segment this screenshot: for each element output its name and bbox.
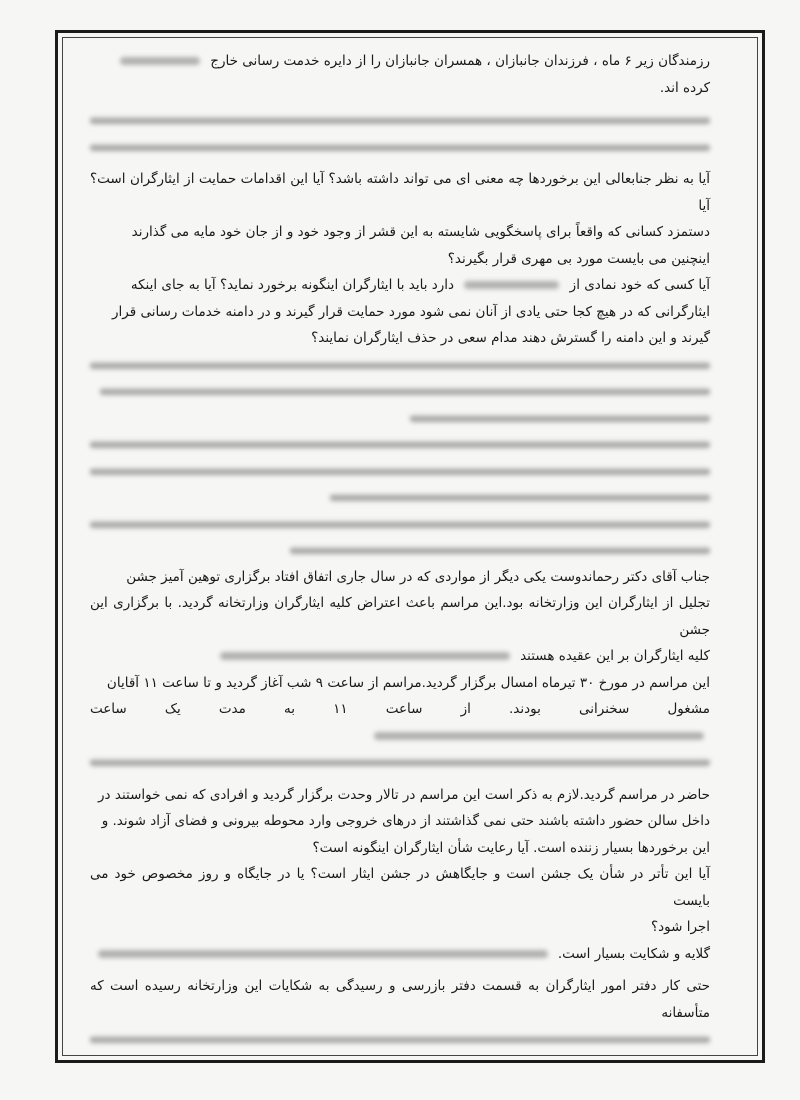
text-line: حتی کار دفتر امور ایثارگران به قسمت دفتر بازرسی و رسیدگی به شکایات این وزارتخانه رسیده است که متأسفانه <box>90 978 710 1021</box>
redacted-line <box>90 1026 710 1053</box>
text-line: آیا این تأتر در شأن یک جشن است و جایگاهش در جشن ایثار است؟ یا در جایگاه و روز مخصوص خود می بایست <box>90 866 710 909</box>
text-line: اجرا شود؟ <box>650 919 710 935</box>
text-segment: مشغول سخنرانی بودند. از ساعت ۱۱ به مدت یک ساعت <box>90 701 711 717</box>
text-segment: دارد باید با ایثارگران اینگونه برخورد نماید؟ آیا به جای اینکه <box>130 277 455 293</box>
redacted-line <box>90 511 710 538</box>
text-line: جناب آقای دکتر رحماندوست یکی دیگر از مواردی که در سال جاری اتفاق افتاد برگزاری توهین آمیز جشن <box>126 568 710 585</box>
redacted-text <box>220 652 510 660</box>
text-line <box>90 272 710 299</box>
redacted-text <box>464 281 559 289</box>
redacted-text <box>120 57 200 65</box>
text-line: آیا به نظر جنابعالی این برخوردها چه معنی ای می تواند داشته باشد؟ آیا این اقدامات حمایت از ایثارگران است؟ آیا <box>90 171 710 214</box>
text-line <box>90 643 710 670</box>
redacted-line <box>90 749 710 776</box>
text-line: داخل سالن حضور داشته باشند حتی نمی گذاشتند از درهای خروجی وارد محوطه بیرونی و فضای آزاد شوند. و <box>101 813 710 829</box>
text-line: اینچنین می بایست مورد بی مهری قرار بگیرند؟ <box>447 250 710 267</box>
text-line <box>90 696 710 749</box>
redacted-text <box>98 950 548 958</box>
text-line: کرده اند. <box>659 79 710 96</box>
redacted-line <box>90 378 710 405</box>
text-line: ایثارگرانی که در هیچ کجا حتی یادی از آنان نمی شود مورد حمایت قرار گیرند و در دامنه خدمات رسانی قرار <box>111 303 710 320</box>
text-line <box>90 48 710 75</box>
text-segment: رزمندگان زیر ۶ ماه ، فرزندان جانبازان ، همسران جانبازان را از دایره خدمت رسانی خارج <box>210 53 710 69</box>
redacted-line <box>90 458 710 485</box>
redacted-line <box>90 484 710 511</box>
text-line: گیرند و این دامنه را گسترش دهند مدام سعی در حذف ایثارگران نمایند؟ <box>311 330 710 346</box>
letter-body <box>90 48 710 1053</box>
redacted-line <box>90 352 710 379</box>
redacted-line <box>90 134 710 161</box>
text-line: دستمزد کسانی که واقعاً برای پاسخگویی شایسته به این قشر از وجود خود و از جان خود مایه می گذارند <box>131 224 710 240</box>
redacted-line <box>90 431 710 458</box>
redacted-line <box>90 107 710 134</box>
text-line: تجلیل از ایثارگران این وزارتخانه بود.این مراسم باعث اعتراض کلیه ایثارگران وزارتخانه گردید. با برگزاری این جشن <box>90 595 710 638</box>
text-line: حاضر در مراسم گردید.لازم به ذکر است این مراسم در تالار وحدت برگزار گردید و افرادی که نمی خواستند در <box>98 786 710 803</box>
text-line: این مراسم در مورخ ۳۰ تیرماه امسال برگزار گردید.مراسم از ساعت ۹ شب آغاز گردید و تا ساعت ۱۱ آقایان <box>106 674 710 691</box>
redacted-line <box>90 537 710 564</box>
text-line <box>90 941 710 968</box>
text-segment: آیا کسی که خود نمادی از <box>569 277 710 293</box>
redacted-line <box>90 405 710 432</box>
redacted-text <box>374 732 704 740</box>
text-segment: کلیه ایثارگران بر این عقیده هستند <box>520 648 710 664</box>
text-segment: گلایه و شکایت بسیار است. <box>557 945 710 962</box>
text-line: این برخوردها بسیار زننده است. آیا رعایت شأن ایثارگران اینگونه است؟ <box>312 839 710 856</box>
